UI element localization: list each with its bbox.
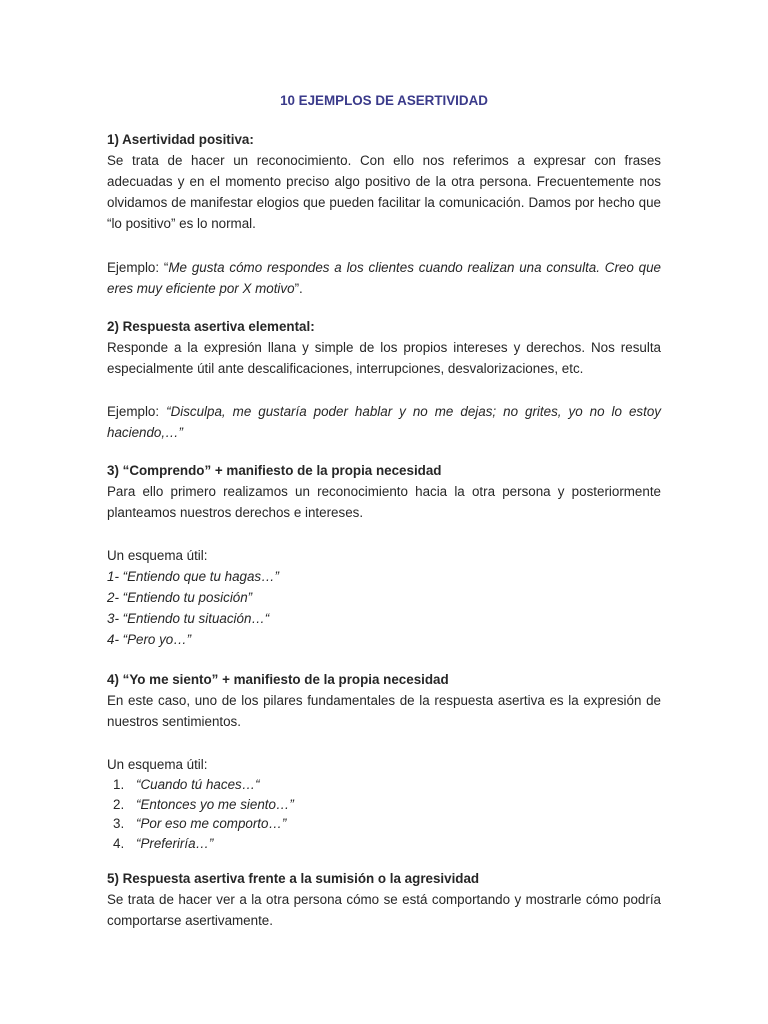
scheme-item: 2- “Entiendo tu posición” — [107, 590, 253, 605]
numbered-list — [107, 775, 661, 853]
section-2-heading: 2) Respuesta asertiva elemental: — [107, 319, 315, 334]
example-quote: “Disculpa, me gustaría poder hablar y no me dejas; no grites, yo no lo estoy haciendo,…” — [107, 404, 661, 440]
list-item: 1. “Cuando tú haces…“ — [113, 777, 260, 792]
scheme-item: 3- “Entiendo tu situación…“ — [107, 611, 270, 626]
scheme-item: 1- “Entiendo que tu hagas…” — [107, 569, 279, 584]
section-4-body: En este caso, uno de los pilares fundamentales de la respuesta asertiva es la expresión de nuestros sentimientos. — [107, 693, 661, 729]
list-item: 4. “Preferiría…” — [113, 835, 214, 851]
section-1 — [107, 129, 661, 234]
section-1-body: Se trata de hacer un reconocimiento. Con ello nos referimos a expresar con frases adecuadas y en el momento preciso algo positivo de la otra persona. Frecuentemente nos olvidamos de manifestar elogios que pueden facilitar la comunicación. Damos por hecho que “lo positivo” es lo normal. — [107, 153, 661, 231]
section-5-heading: 5) Respuesta asertiva frente a la sumisión o la agresividad — [107, 871, 480, 886]
list-item: 3. “Por eso me comporto…” — [113, 816, 287, 831]
document-title: 10 EJEMPLOS DE ASERTIVIDAD — [280, 93, 488, 108]
section-2 — [107, 316, 661, 379]
scheme-label: Un esquema útil: — [107, 548, 208, 563]
section-2-body: Responde a la expresión llana y simple de los propios intereses y derechos. Nos resulta especialmente útil ante descalificaciones, interrupciones, desvalorizaciones, etc. — [107, 340, 661, 376]
example-open-quote: “ — [159, 260, 169, 275]
section-2-example — [107, 401, 661, 443]
section-1-example — [107, 257, 661, 299]
section-4 — [107, 669, 661, 732]
section-4-heading: 4) “Yo me siento” + manifiesto de la propia necesidad — [107, 672, 449, 687]
scheme-item: 4- “Pero yo…” — [107, 632, 192, 647]
section-1-example-text — [107, 257, 661, 299]
scheme-label: Un esquema útil: — [107, 757, 208, 772]
section-3-body: Para ello primero realizamos un reconocimiento hacia la otra persona y posteriormente planteamos nuestros derechos e intereses. — [107, 484, 661, 520]
example-quote: Me gusta cómo respondes a los clientes cuando realizan una consulta. Creo que eres muy eficiente por X motivo — [107, 260, 661, 296]
example-label: Ejemplo: — [107, 404, 160, 419]
section-3 — [107, 460, 661, 523]
section-1-heading: 1) Asertividad positiva: — [107, 132, 254, 147]
section-2-example-text — [107, 401, 661, 443]
example-label: Ejemplo: — [107, 260, 160, 275]
section-5-body: Se trata de hacer ver a la otra persona cómo se está comportando y mostrarle cómo podría comportarse asertivamente. — [107, 892, 661, 928]
example-close-quote: ”. — [294, 281, 303, 296]
section-3-heading: 3) “Comprendo” + manifiesto de la propia necesidad — [107, 463, 442, 478]
section-3-scheme — [107, 545, 661, 650]
list-item: 2. “Entonces yo me siento…” — [113, 796, 294, 812]
section-5 — [107, 868, 661, 931]
section-4-scheme — [107, 754, 661, 853]
